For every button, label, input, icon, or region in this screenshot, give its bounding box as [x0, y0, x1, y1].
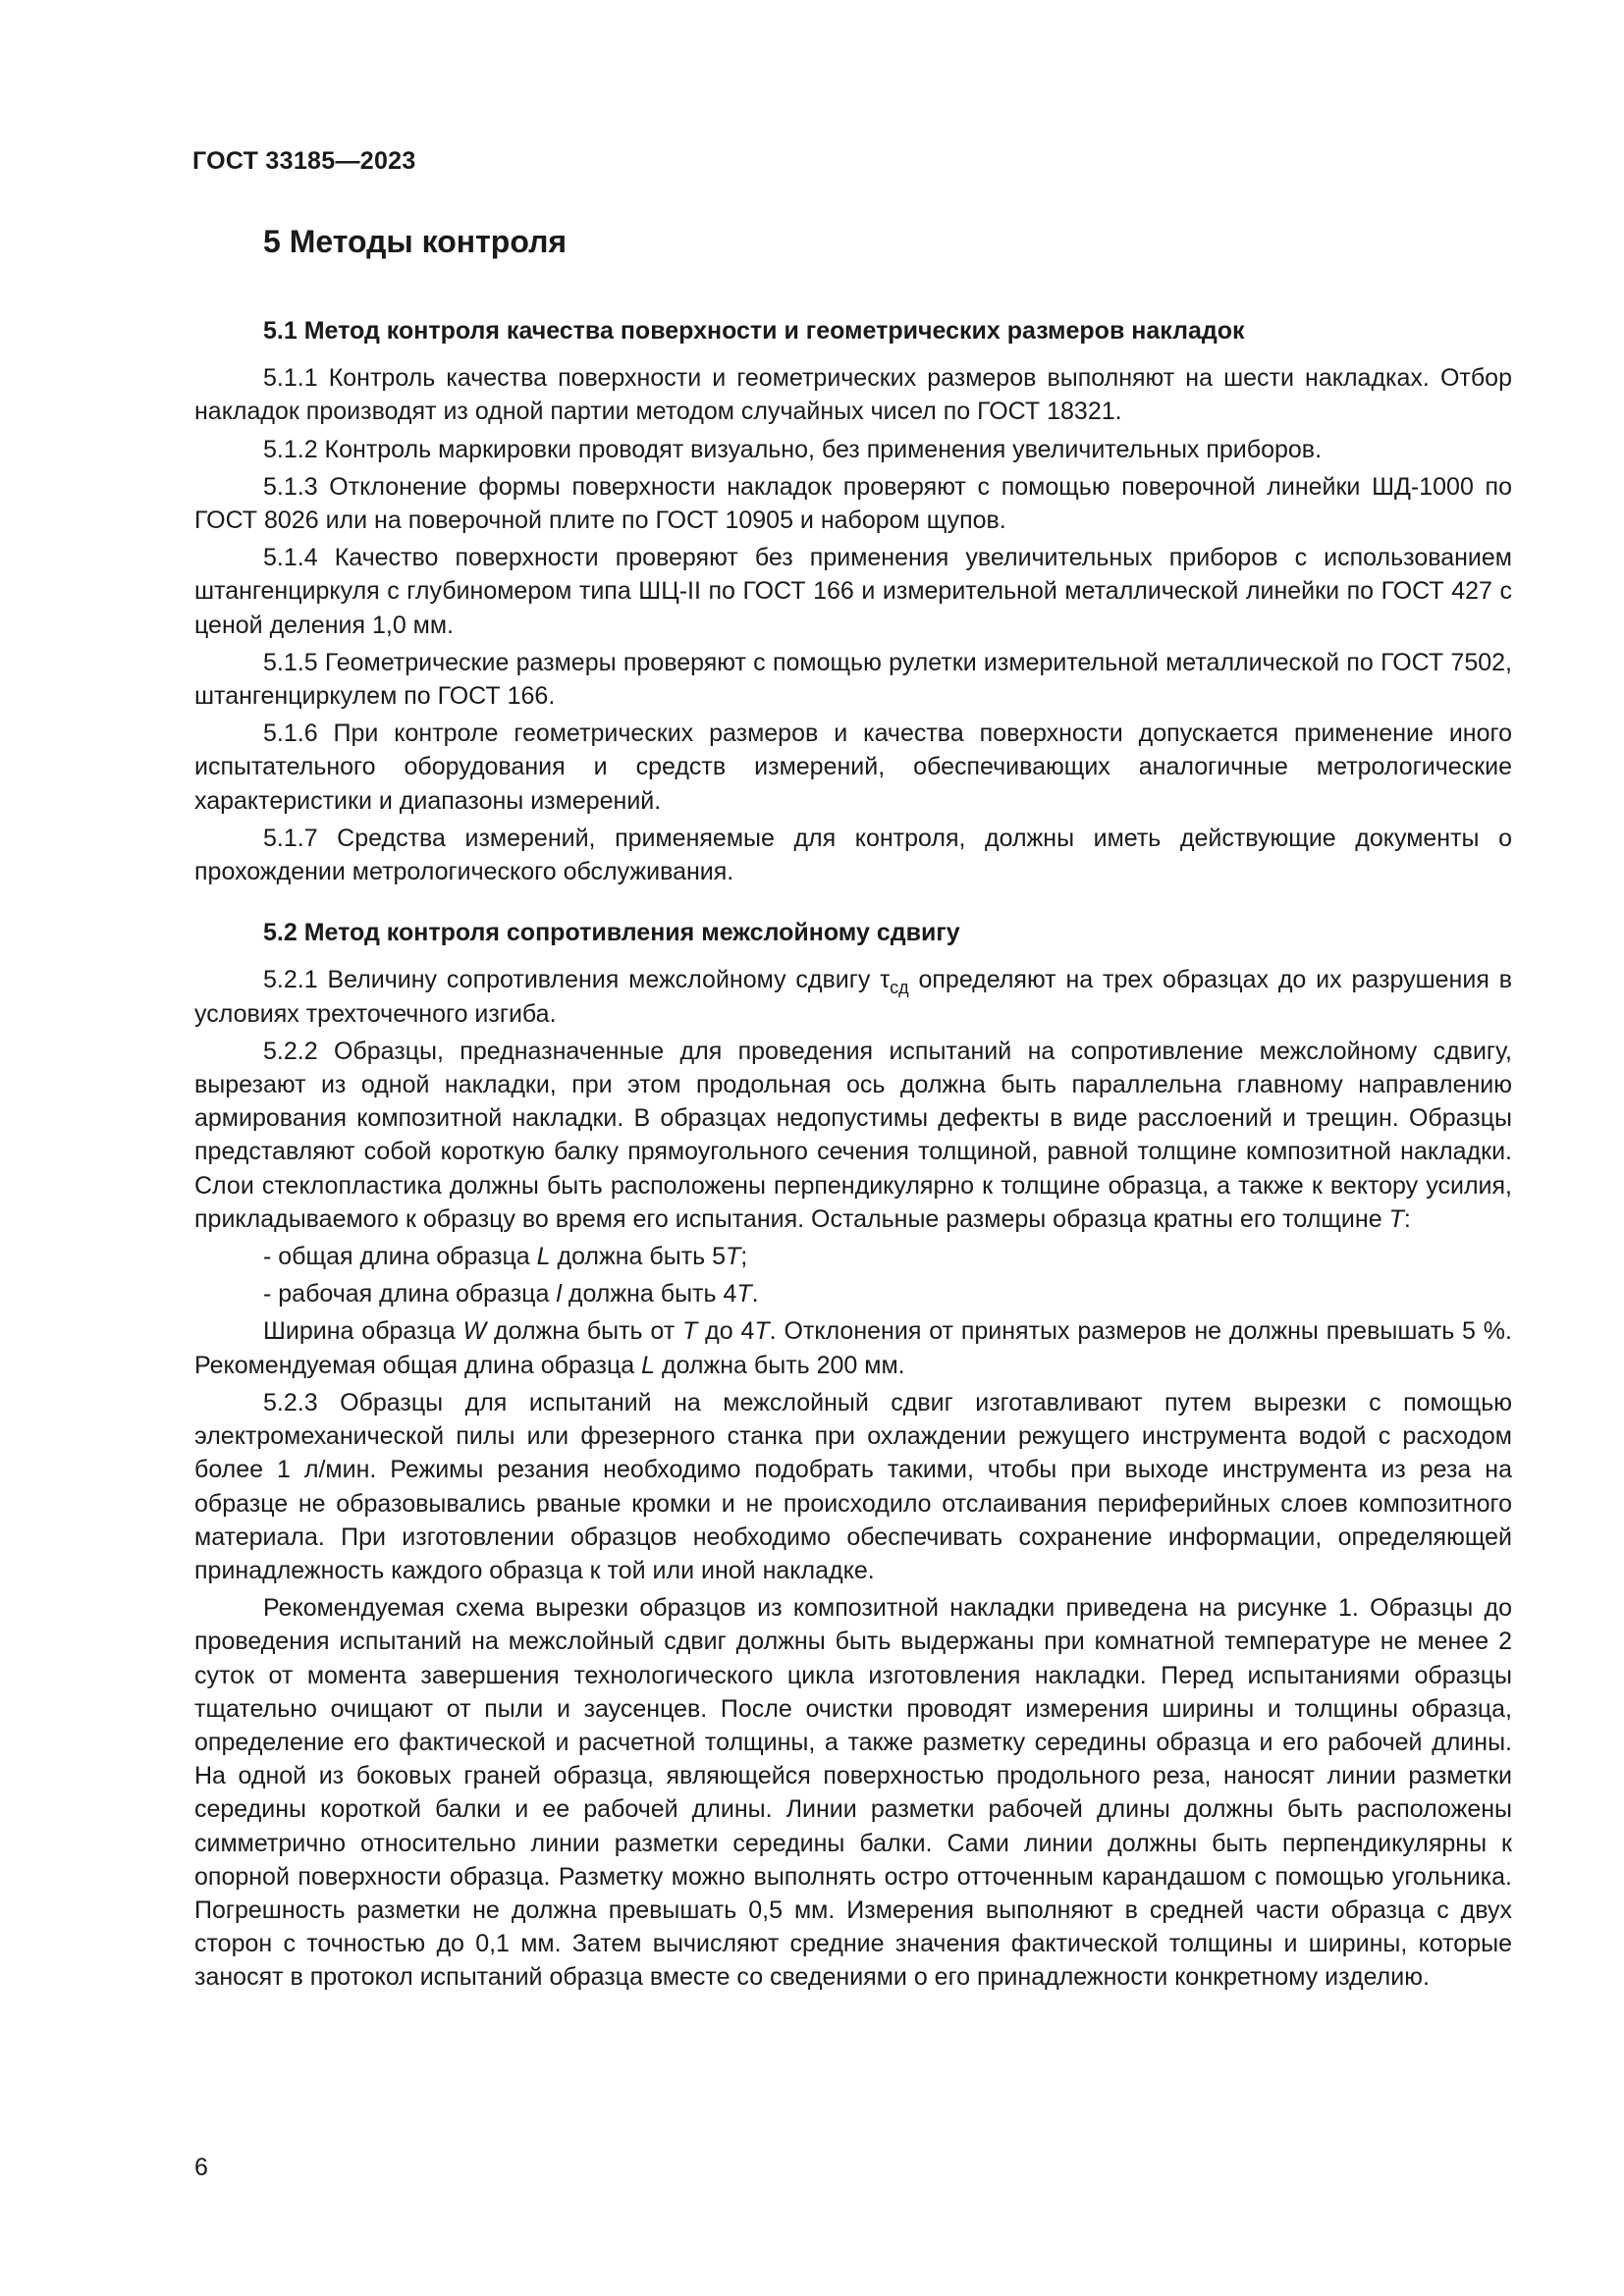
paragraph-sample-width: Ширина образца W должна быть от T до 4T. Отклонения от принятых размеров не должны превышать 5 %. Рекомендуемая общая длина образца L должна быть 200 мм.	[194, 1317, 1512, 1379]
paragraph-cutting-scheme: Рекомендуемая схема вырезки образцов из композитной накладки приведена на рисунке 1. Образцы до проведения испытаний на межслойный сдвиг должны быть выдержаны при комнатной температуре не менее 2 суток от момента завершения технологического цикла изготовления накладки. Перед испытаниями образцы тщательно очищают от пыли и заусенцев. После очистки проводят измерения ширины и толщины образца, определение его фактической и расчетной толщины, а также разметку середины образца и его рабочей длины. На одной из боковых граней образца, являющейся поверхностью продольного реза, наносят линии разметки середины короткой балки и ее рабочей длины. Линии разметки рабочей длины должны быть расположены симметрично относительно линии разметки середины балки. Сами линии должны быть перпендикулярны к опорной поверхности образца. Разметку можно выполнять остро отточенным карандашом с помощью угольника. Погрешность разметки не должна превышать 0,5 мм. Измерения выполняют в средней части образца с двух сторон с точностью до 0,1 мм. Затем вычисляют средние значения фактической толщины и ширины, которые заносят в протокол испытаний образца вместе со сведениями о его принадлежности конкретному изделию.	[194, 1594, 1512, 1992]
paragraph-5-1-1: 5.1.1 Контроль качества поверхности и геометрических размеров выполняют на шести накладках. Отбор накладок производят из одной партии методом случайных чисел по ГОСТ 18321.	[194, 364, 1512, 426]
tau-subscript: сд	[890, 978, 909, 998]
section-title: 5 Методы контроля	[263, 224, 568, 259]
paragraph-5-1-5: 5.1.5 Геометрические размеры проверяют с помощью рулетки измерительной металлической по ГОСТ 7502, штангенциркулем по ГОСТ 166.	[194, 648, 1512, 711]
subsection-5-1-title: 5.1 Метод контроля качества поверхности и геометрических размеров накладок	[263, 317, 1245, 345]
list-item-working-length: - рабочая длина образца l должна быть 4T.	[263, 1280, 759, 1308]
paragraph-5-2-1: 5.2.1 Величину сопротивления межслойному сдвигу $\tau_{сд}$ определяют на трех образцах до их разрушения в условиях трехточечного изгиба.	[194, 966, 1512, 1028]
paragraph-5-1-4: 5.1.4 Качество поверхности проверяют без применения увеличительных приборов с использованием штангенциркуля с глубиномером типа ШЦ-II по ГОСТ 166 и измерительной металлической линейки по ГОСТ 427 с ценой деления 1,0 мм.	[194, 544, 1512, 639]
paragraph-5-1-2: 5.1.2 Контроль маркировки проводят визуально, без применения увеличительных приборов.	[263, 435, 1323, 463]
paragraph-5-1-7: 5.1.7 Средства измерений, применяемые для контроля, должны иметь действующие документы о прохождении метрологического обслуживания.	[194, 824, 1512, 886]
list-item-total-length: - общая длина образца L должна быть 5T;	[263, 1243, 748, 1271]
subsection-5-2-title: 5.2 Метод контроля сопротивления межслойному сдвигу	[263, 919, 960, 947]
document-body	[194, 314, 1512, 1999]
page-number: 6	[194, 2154, 208, 2181]
document-code: ГОСТ 33185—2023	[192, 147, 416, 175]
paragraph-5-1-6: 5.1.6 При контроле геометрических размеров и качества поверхности допускается применение иного испытательного оборудования и средств измерений, обеспечивающих аналогичные метрологические характеристики и диапазоны измерений.	[194, 720, 1512, 815]
paragraph-5-1-3: 5.1.3 Отклонение формы поверхности накладок проверяют с помощью поверочной линейки ШД-1000 по ГОСТ 8026 или на поверочной плите по ГОСТ 10905 и набором щупов.	[194, 472, 1512, 535]
paragraph-5-2-2: 5.2.2 Образцы, предназначенные для проведения испытаний на сопротивление межслойному сдвигу, вырезают из одной накладки, при этом продольная ось должна быть параллельна главному направлению армирования композитной накладки. В образцах недопустимы дефекты в виде расслоений и трещин. Образцы представляют собой короткую балку прямоугольного сечения толщиной, равной толщине композитной накладки. Слои стеклопластика должны быть расположены перпендикулярно к толщине образца, а также к вектору усилия, прикладываемого к образцу во время его испытания. Остальные размеры образца кратны его толщине T:	[194, 1037, 1512, 1233]
paragraph-5-2-3: 5.2.3 Образцы для испытаний на межслойный сдвиг изготавливают путем вырезки с помощью электромеханической пилы или фрезерного станка при охлаждении режущего инструмента водой с расходом более 1 л/мин. Режимы резания необходимо подобрать такими, чтобы при выходе инструмента из реза на образце не образовывались рваные кромки и не происходило отслаивания периферийных слоев композитного материала. При изготовлении образцов необходимо обеспечивать сохранение информации, определяющей принадлежность каждого образца к той или иной накладке.	[194, 1388, 1512, 1584]
